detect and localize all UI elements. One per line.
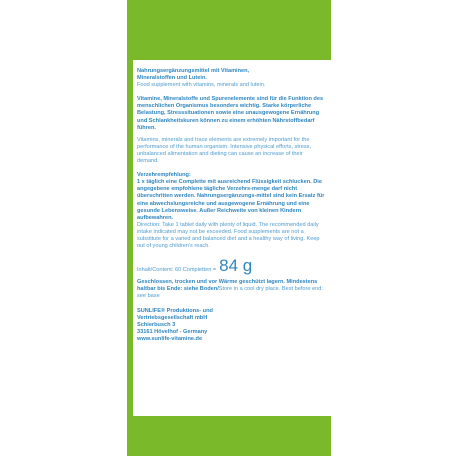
storage-de: Geschlossen, trocken und vor Wärme geschützt lagern. Mindestens haltbar bis Ende: siehe Boden/	[137, 279, 318, 293]
dosage-title: Verzehrempfehlung:	[137, 172, 191, 179]
content-label: Inhalt/Content: 60 Completten =	[137, 267, 217, 274]
bottom-green-band	[127, 416, 331, 456]
intro-de: Vitamine, Mineralstoffe und Spurenelemente sind für die Funktion des menschlichen Organismus besonders wichtig. Starke körperliche Belastung, Stresssituationen sowie eine unausgewogene Ernährung und Schlankheitskuren können zu einem erhöhten Nährstoffbedarf führen.	[137, 96, 324, 131]
company-line2: Vertriebsgesellschaft mbH	[137, 314, 208, 321]
company-line4: 33161 Hövelhof - Germany	[137, 328, 208, 335]
dosage-de: 1 x täglich eine Complette mit ausreichend Flüssigkeit schlucken. Die angegebene empfohlene tägliche Verzehrs-menge darf nicht überschritten werden. Nahrungsergänzungs-mittel sind kein Ersatz für eine abwechslungsreiche und ausgewogene Ernährung und eine gesunde Lebensweise. Außer Reichweite von kleinen Kindern aufbewahren.	[137, 179, 325, 221]
storage-en: Store in a cool dry place. Best before end: see base	[137, 286, 323, 300]
heading-de-line1: Nahrungsergänzungsmittel mit Vitaminen,	[137, 68, 250, 74]
heading-en: Food supplement with vitamins, minerals and lutein.	[137, 82, 266, 89]
company-line1: SUNLIFE® Produktions- und	[137, 307, 213, 314]
company-website: www.sunlife-vitamine.de	[137, 335, 203, 342]
top-green-band	[127, 0, 331, 60]
label-text	[137, 68, 325, 343]
company-line3: Schierbusch 3	[137, 321, 176, 328]
dosage-en: Direction: Take 1 tablet daily with plenty of liquid. The recommended daily intake indicated may not be exceeded. Food supplements are not a substitute for a varied and balanced diet and a healthy way of living. Keep out of young children's reach.	[137, 221, 320, 250]
left-green-edge	[127, 60, 133, 416]
content-weight-value: 84 g	[219, 256, 253, 276]
storage-text	[137, 279, 325, 300]
heading-de-line2: Mineralstoffen und Lutein.	[137, 75, 207, 82]
product-label-panel	[127, 0, 331, 456]
content-weight	[137, 257, 325, 274]
intro-en: Vitamins, minerals and trace elements are extremely important for the performance of the human organism. Intensive physical efforts, stress, unbalanced alimentation and dieting can cause an increase of their demand.	[137, 136, 312, 165]
